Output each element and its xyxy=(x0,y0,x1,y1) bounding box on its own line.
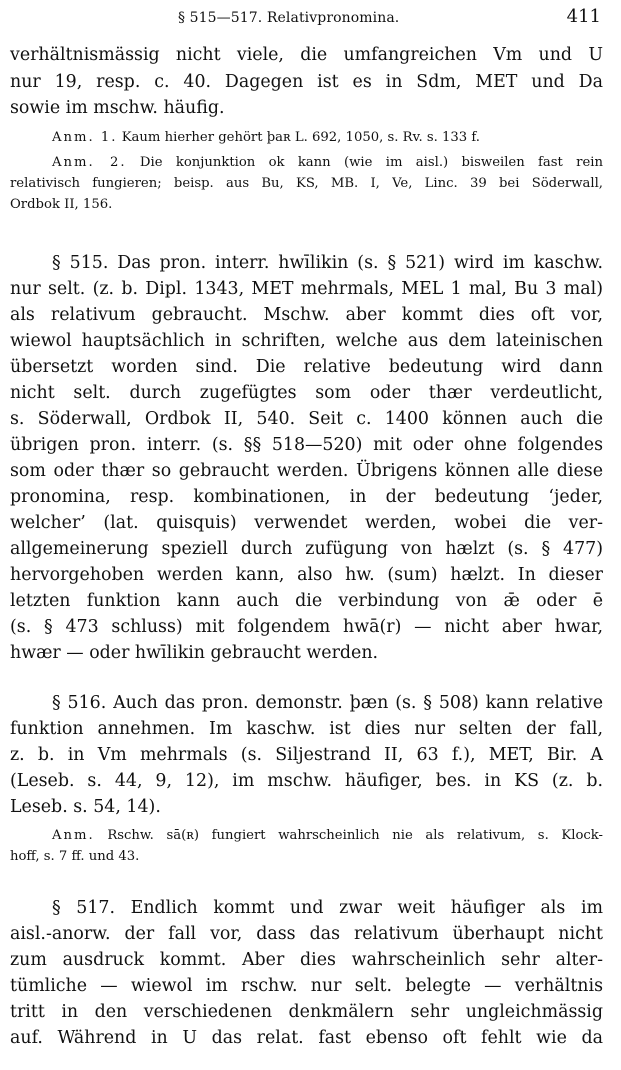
text-line: (s. § 473 schluss) mit folgendem hwā(r) — nicht aber hwar, xyxy=(10,617,603,637)
text-line: nicht selt. durch zugefügtes som oder thær verdeutlicht, xyxy=(10,383,603,403)
text-line: z. b. in Vm mehrmals (s. Siljestrand II, 63 f.), MET, Bir. A xyxy=(10,745,603,765)
note-2 xyxy=(52,153,603,172)
text-line: zum ausdruck kommt. Aber dies wahrscheinlich sehr alter- xyxy=(10,950,603,970)
text-line: nur selt. (z. b. Dipl. 1343, MET mehrmals, MEL 1 mal, Bu 3 mal) xyxy=(10,279,603,299)
running-title: § 515—517. Relativpronomina. xyxy=(178,10,400,26)
text-line: sowie im mschw. häufig. xyxy=(10,98,225,118)
note-line: hoff, s. 7 ff. und 43. xyxy=(10,849,140,864)
text-line: tritt in den verschiedenen denkmälern sehr ungleichmässig xyxy=(10,1002,603,1022)
text-line: als relativum gebraucht. Mschw. aber kommt dies oft vor, xyxy=(10,305,603,325)
page-header xyxy=(0,6,621,30)
text-line: § 515. Das pron. interr. hwīlikin (s. § 521) wird im kaschw. xyxy=(52,253,603,273)
text-line: auf. Während in U das relat. fast ebenso oft fehlt wie da xyxy=(10,1028,603,1048)
note-text: Kaum hierher gehört þaʀ L. 692, 1050, s. Rv. s. 133 f. xyxy=(121,130,480,145)
text-line: nur 19, resp. c. 40. Dagegen ist es in Sdm, MET und Da xyxy=(10,72,603,92)
page-number: 411 xyxy=(566,6,601,27)
note-516 xyxy=(52,826,603,845)
note-1 xyxy=(52,128,603,147)
text-line: hwær — oder hwīlikin gebraucht werden. xyxy=(10,643,379,663)
text-line: allgemeinerung speziell durch zufügung von hælzt (s. § 477) xyxy=(10,539,603,559)
text-line: aisl.-anorw. der fall vor, dass das relativum überhaupt nicht xyxy=(10,924,603,944)
text-line: übersetzt worden sind. Die relative bedeutung wird dann xyxy=(10,357,603,377)
text-line: tümliche — wiewol im rschw. nur selt. belegte — verhältnis xyxy=(10,976,603,996)
note-label: Anm. 2. xyxy=(52,155,127,170)
text-line: verhältnismässig nicht viele, die umfangreichen Vm und U xyxy=(10,45,603,65)
text-line: Leseb. s. 54, 14). xyxy=(10,797,161,817)
note-text: Die konjunktion ok kann (wie im aisl.) bisweilen fast rein xyxy=(139,155,603,170)
text-line: pronomina, resp. kombinationen, in der bedeutung ‘jeder, xyxy=(10,487,603,507)
text-line: s. Söderwall, Ordbok II, 540. Seit c. 1400 können auch die xyxy=(10,409,603,429)
note-line: relativisch fungieren; beisp. aus Bu, KS, MB. I, Ve, Linc. 39 bei Söderwall, xyxy=(10,176,603,191)
text-line: som oder thær so gebraucht werden. Übrigens können alle diese xyxy=(10,461,603,481)
text-line: wiewol hauptsächlich in schriften, welche aus dem lateinischen xyxy=(10,331,603,351)
text-line: (Leseb. s. 44, 9, 12), im mschw. häufiger, bes. in KS (z. b. xyxy=(10,771,603,791)
note-text: Rschw. sā(ʀ) fungiert wahrscheinlich nie als relativum, s. Klock- xyxy=(107,828,603,843)
text-line: übrigen pron. interr. (s. §§ 518—520) mit oder ohne folgendes xyxy=(10,435,603,455)
text-line: welcher’ (lat. quisquis) verwendet werden, wobei die ver- xyxy=(10,513,603,533)
note-line: Ordbok II, 156. xyxy=(10,197,113,212)
text-line: § 516. Auch das pron. demonstr. þæn (s. § 508) kann relative xyxy=(52,693,603,713)
text-line: funktion annehmen. Im kaschw. ist dies nur selten der fall, xyxy=(10,719,603,739)
note-label: Anm. xyxy=(52,828,95,843)
note-label: Anm. 1. xyxy=(52,130,118,145)
text-line: letzten funktion kann auch die verbindung von ǣ oder ē xyxy=(10,591,603,611)
text-line: § 517. Endlich kommt und zwar weit häufiger als im xyxy=(52,898,603,918)
text-line: hervorgehoben werden kann, also hw. (sum) hælzt. In dieser xyxy=(10,565,603,585)
